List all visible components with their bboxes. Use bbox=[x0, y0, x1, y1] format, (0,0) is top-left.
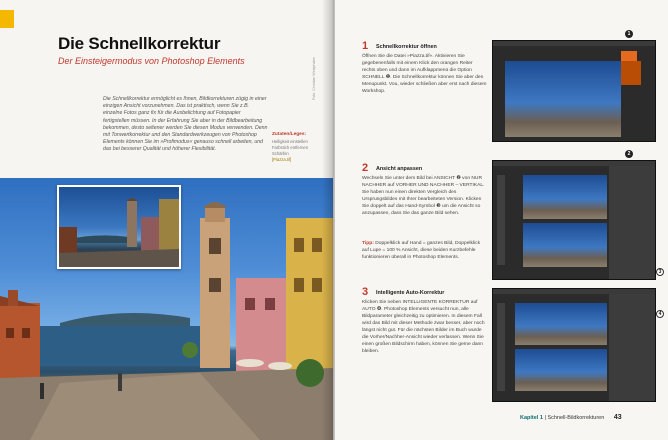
step-body: Klicken Sie neben INTELLIGENTE KORREKTUR auf AUTO ❹. Photoshop Elements versucht nun, alle Bildparameter gleichzeitig zu optimieren. In diesem Fall wird das Bild mit dieser Methode zwar besser, aber noch längst nicht gut. Für die nächsten Bilder im Buch wurde die Vorher/Nachher-Ansicht wieder verlassen. Wenn Sie einen großen Bildschirm haben, können Sie gerne dann bleiben. bbox=[362, 300, 485, 354]
step-body: Öffnen Sie die Datei »Piazza.tif«. Aktivieren Sie gegebenenfalls mit einem Klick den orangen Reiter rechts oben und dann im Aufklappmenü die Option SCHNELL ❶. Die Schnellkorrektur können Sie aber den Menupunkt. Vou, wieder schließen aber erst nach diesem Workshop. bbox=[362, 54, 487, 94]
section-label: Schnell-Bildkorrekturen bbox=[547, 415, 605, 421]
image-pane bbox=[505, 61, 621, 137]
left-page bbox=[0, 0, 333, 440]
step-heading: Ansicht anpassen bbox=[376, 166, 423, 172]
step-number: 2 bbox=[362, 162, 369, 174]
page-subtitle: Der Einsteigermodus von Photoshop Elements bbox=[58, 56, 245, 66]
screenshot-step-2 bbox=[492, 160, 656, 280]
after-pane bbox=[515, 349, 607, 391]
mode-tab bbox=[621, 51, 637, 61]
step-heading: Schnellkorrektur öffnen bbox=[376, 44, 437, 50]
before-photo bbox=[57, 185, 181, 269]
step-number: 1 bbox=[362, 40, 369, 52]
callout-marker: 3 bbox=[656, 268, 664, 276]
app-menubar bbox=[493, 41, 655, 46]
screenshot-step-3 bbox=[492, 288, 656, 402]
mode-dropdown bbox=[621, 61, 641, 85]
callout-marker: 2 bbox=[625, 150, 633, 158]
adjustments-panel bbox=[609, 294, 655, 401]
intro-text: Die Schnellkorrektur ermöglicht es Ihnen, Bildkorrekturen zügig in einer einzigen Ansicht vorzunehmen. Das ist praktisch, wenn Sie z.B. einzelne Fotos ganz fix für die Ausbelichtung auf Fotopapier fertigstellen müssen. In der Erfahrung Sie aber in der Bildbearbeitung bekommen, desto seltener werden Sie diesen Modus verwenden. Denn mit Tonwertkorrektur und den Standardwerkzeugen von Photoshop Elements können Sie im »Profimodus« genauso schnell arbeiten, und das bei besserer Qualität und höherer Flexibilität. bbox=[103, 96, 268, 153]
sidebar-file: [Piazza.tif] bbox=[272, 157, 292, 162]
step-heading: Intelligente Auto-Korrektur bbox=[376, 290, 445, 296]
toolbar bbox=[497, 303, 505, 391]
screenshot-step-1 bbox=[492, 40, 656, 142]
step-number: 3 bbox=[362, 286, 369, 298]
tip-label: Tipp: bbox=[362, 241, 374, 246]
toolbar bbox=[497, 175, 505, 265]
after-pane bbox=[523, 223, 607, 267]
sidebar-item: Schärfen bbox=[272, 151, 289, 156]
page-title: Die Schnellkorrektur bbox=[58, 34, 221, 53]
before-pane bbox=[515, 303, 607, 345]
sidebar-item: Farbstich entfernen bbox=[272, 145, 309, 150]
photo-credit: Foto: Christian Westphalen bbox=[312, 56, 316, 100]
piazza-before-scene bbox=[59, 187, 179, 267]
sidebar-item: Helligkeit einstellen bbox=[272, 139, 308, 144]
chapter-marker bbox=[0, 10, 14, 28]
sidebar-heading: Zutaten/Leges: bbox=[272, 132, 307, 137]
step-body: Wechseln Sie unter dem Bild bei ANSICHT ❷ von NUR NACHHER auf VORHER UND NACHHER – VERTIKAL. Sie haben nun einen direkten Vergleich des Ursprungsbildes mit Ihrer bearbeiteten Version. Klicken Sie doppelt auf das Hand-Symbol ❸ um die Ansicht so anzupassen, dass Sie das ganze Bild sehen. bbox=[362, 176, 485, 216]
page-footer bbox=[520, 414, 622, 421]
footer-separator: | bbox=[544, 415, 548, 421]
callout-marker: 4 bbox=[656, 310, 664, 318]
tip-body: Doppelklick auf Hand = ganzes Bild, Doppelklick auf Lupe = 100 % Ansicht, diese beiden Kurzbefehle funktionieren überall in Photoshop Elements. bbox=[362, 241, 481, 260]
page-number: 43 bbox=[613, 414, 622, 421]
chapter-label: Kapitel 1 bbox=[520, 415, 543, 421]
before-pane bbox=[523, 175, 607, 219]
tip-text bbox=[362, 240, 487, 261]
adjustments-panel bbox=[609, 166, 655, 279]
callout-marker: 1 bbox=[625, 30, 633, 38]
